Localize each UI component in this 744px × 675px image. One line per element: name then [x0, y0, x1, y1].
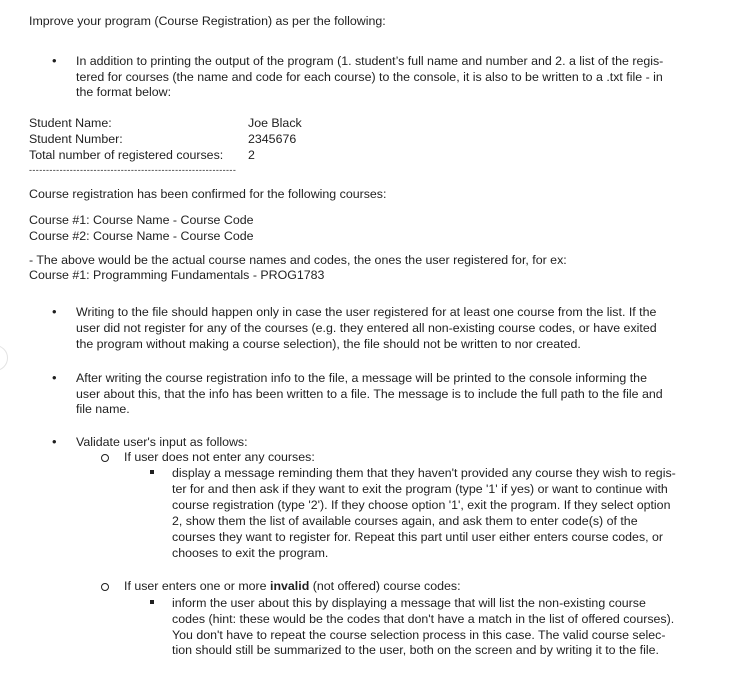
sub1-title: If user does not enter any courses:	[124, 450, 315, 464]
sample-name-label: Student Name:	[29, 116, 112, 130]
bullet-dot: •	[52, 370, 57, 385]
bullet3-line: After writing the course registration info to the file, a message will be printed to the console informing the	[76, 371, 647, 385]
sample-course-line: Course #2: Course Name - Course Code	[29, 229, 254, 243]
sample-note: - The above would be the actual course names and codes, the ones the user registered for, for ex:	[29, 253, 567, 267]
sample-divider: -------------------------------------------------------------	[29, 165, 237, 175]
sub-bullet-circle	[101, 583, 109, 591]
sub-bullet-circle	[101, 454, 109, 462]
scroll-edge-indicator	[0, 345, 8, 371]
sub1-line: course registration (type '2'). If they choose option '1', exit the program. If they select option	[172, 498, 671, 512]
sub1-line: ter for and then ask if they want to exit the program (type '1' if yes) or want to continue with	[172, 482, 668, 496]
bullet-dot: •	[52, 53, 57, 68]
sample-confirm: Course registration has been confirmed for the following courses:	[29, 187, 387, 201]
bullet-dot: •	[52, 434, 57, 449]
sample-course-line: Course #1: Course Name - Course Code	[29, 213, 254, 227]
sub1-line: display a message reminding them that they haven't provided any course they wish to regis-	[172, 466, 676, 480]
bullet3-line: file name.	[76, 402, 130, 416]
sub2-line: tion should still be summarized to the user, both on the screen and by writing it to the file.	[172, 643, 659, 657]
sample-example: Course #1: Programming Fundamentals - PROG1783	[29, 268, 325, 282]
sub2-title-pre: If user enters one or more	[124, 579, 271, 593]
bullet1-line: tered for courses (the name and code for each course) to the console, it is also to be written to a .txt file - in	[76, 70, 663, 84]
sub-sub-bullet-square	[150, 600, 154, 604]
bullet1-line: the format below:	[76, 85, 172, 99]
sub1-line: courses they want to register for. Repeat this part until user either enters course codes, or	[172, 530, 664, 544]
sample-number-value: 2345676	[248, 132, 297, 146]
bullet4-text: Validate user's input as follows:	[76, 435, 248, 449]
bullet3-line: user about this, that the info has been written to a file. The message is to include the full path to the file and	[76, 387, 663, 401]
sub2-line: inform the user about this by displaying a message that will list the non-existing course	[172, 596, 646, 610]
sample-total-label: Total number of registered courses:	[29, 148, 224, 162]
intro-text: Improve your program (Course Registration) as per the following:	[29, 14, 386, 28]
sample-name-value: Joe Black	[248, 116, 302, 130]
bullet2-line: Writing to the file should happen only in case the user registered for at least one course from the list. If the	[76, 305, 657, 319]
sub1-line: chooses to exit the program.	[172, 546, 329, 560]
sub2-line: codes (hint: these would be the codes that don't have a match in the list of offered courses).	[172, 612, 675, 626]
bullet1-line: In addition to printing the output of the program (1. student’s full name and number and 2. a list of the regis-	[76, 54, 664, 68]
bullet-dot: •	[52, 304, 57, 319]
bullet2-line: the program without making a course selection), the file should not be written to nor created.	[76, 337, 581, 351]
sub2-title-bold: invalid	[270, 579, 310, 593]
sub2-title	[124, 578, 461, 594]
sub2-line: You don't have to repeat the course selection process in this case. The valid course selec-	[172, 628, 666, 642]
sample-number-label: Student Number:	[29, 132, 123, 146]
sub-sub-bullet-square	[150, 470, 154, 474]
sub1-line: 2, show them the list of available courses again, and ask them to enter code(s) of the	[172, 514, 638, 528]
sample-total-value: 2	[248, 148, 255, 162]
sub2-title-post: (not offered) course codes:	[309, 579, 461, 593]
bullet2-line: user did not register for any of the courses (e.g. they entered all non-existing course codes, or have exited	[76, 321, 657, 335]
